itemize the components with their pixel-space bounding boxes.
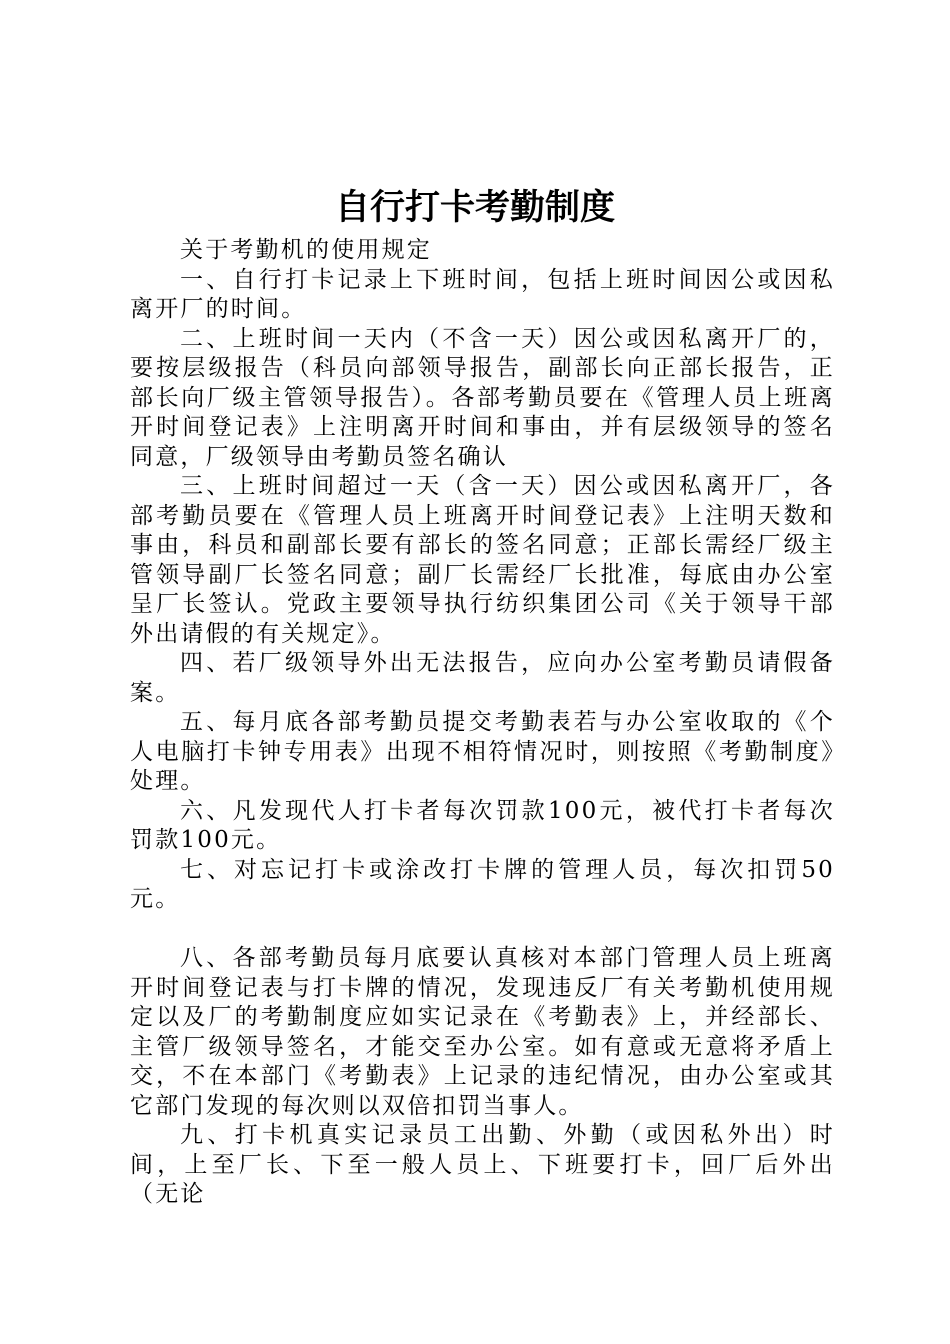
- intro-paragraph: 关于考勤机的使用规定: [180, 237, 432, 263]
- blank-line: [130, 915, 835, 945]
- rule-item-8: 八、各部考勤员每月底要认真核对本部门管理人员上班离开时间登记表与打卡牌的情况，发现违反厂有关考勤机使用规定以及厂的考勤制度应如实记录在《考勤表》上，并经部长、主管厂级领导签名，才能交至办公室。如有意或无意将矛盾上交，不在本部门《考勤表》上记录的违纪情况，由办公室或其它部门发现的每次则以双倍扣罚当事人。: [130, 945, 835, 1119]
- rule-item-2: 二、上班时间一天内（不含一天）因公或因私离开厂的，要按层级报告（科员向部领导报告，副部长向正部长报告，正部长向厂级主管领导报告）。各部考勤员要在《管理人员上班离开时间登记表》上注明离开时间和事由，并有层级领导的签名同意，厂级领导由考勤员签名确认: [130, 325, 835, 470]
- rule-item-3: 三、上班时间超过一天（含一天）因公或因私离开厂，各部考勤员要在《管理人员上班离开时间登记表》上注明天数和事由，科员和副部长要有部长的签名同意；正部长需经厂级主管领导副厂长签名同意；副厂长需经厂长批准，每底由办公室呈厂长签认。党政主要领导执行纺织集团公司《关于领导干部外出请假的有关规定》。: [130, 473, 835, 647]
- rule-item-4: 四、若厂级领导外出无法报告，应向办公室考勤员请假备案。: [130, 650, 835, 706]
- rule-item-9: 九、打卡机真实记录员工出勤、外勤（或因私外出）时间，上至厂长、下至一般人员上、下班要打卡，回厂后外出（无论: [130, 1122, 835, 1207]
- rule-item-1: 一、自行打卡记录上下班时间，包括上班时间因公或因私离开厂的时间。: [130, 266, 835, 322]
- rule-item-7: 七、对忘记打卡或涂改打卡牌的管理人员，每次扣罚50元。: [130, 856, 835, 912]
- rule-item-5: 五、每月底各部考勤员提交考勤表若与办公室收取的《个人电脑打卡钟专用表》出现不相符情况时，则按照《考勤制度》处理。: [130, 709, 835, 794]
- document-title: 自行打卡考勤制度: [334, 188, 615, 228]
- document-body: [130, 236, 835, 1210]
- rule-item-6: 六、凡发现代人打卡者每次罚款100元，被代打卡者每次罚款100元。: [130, 797, 835, 853]
